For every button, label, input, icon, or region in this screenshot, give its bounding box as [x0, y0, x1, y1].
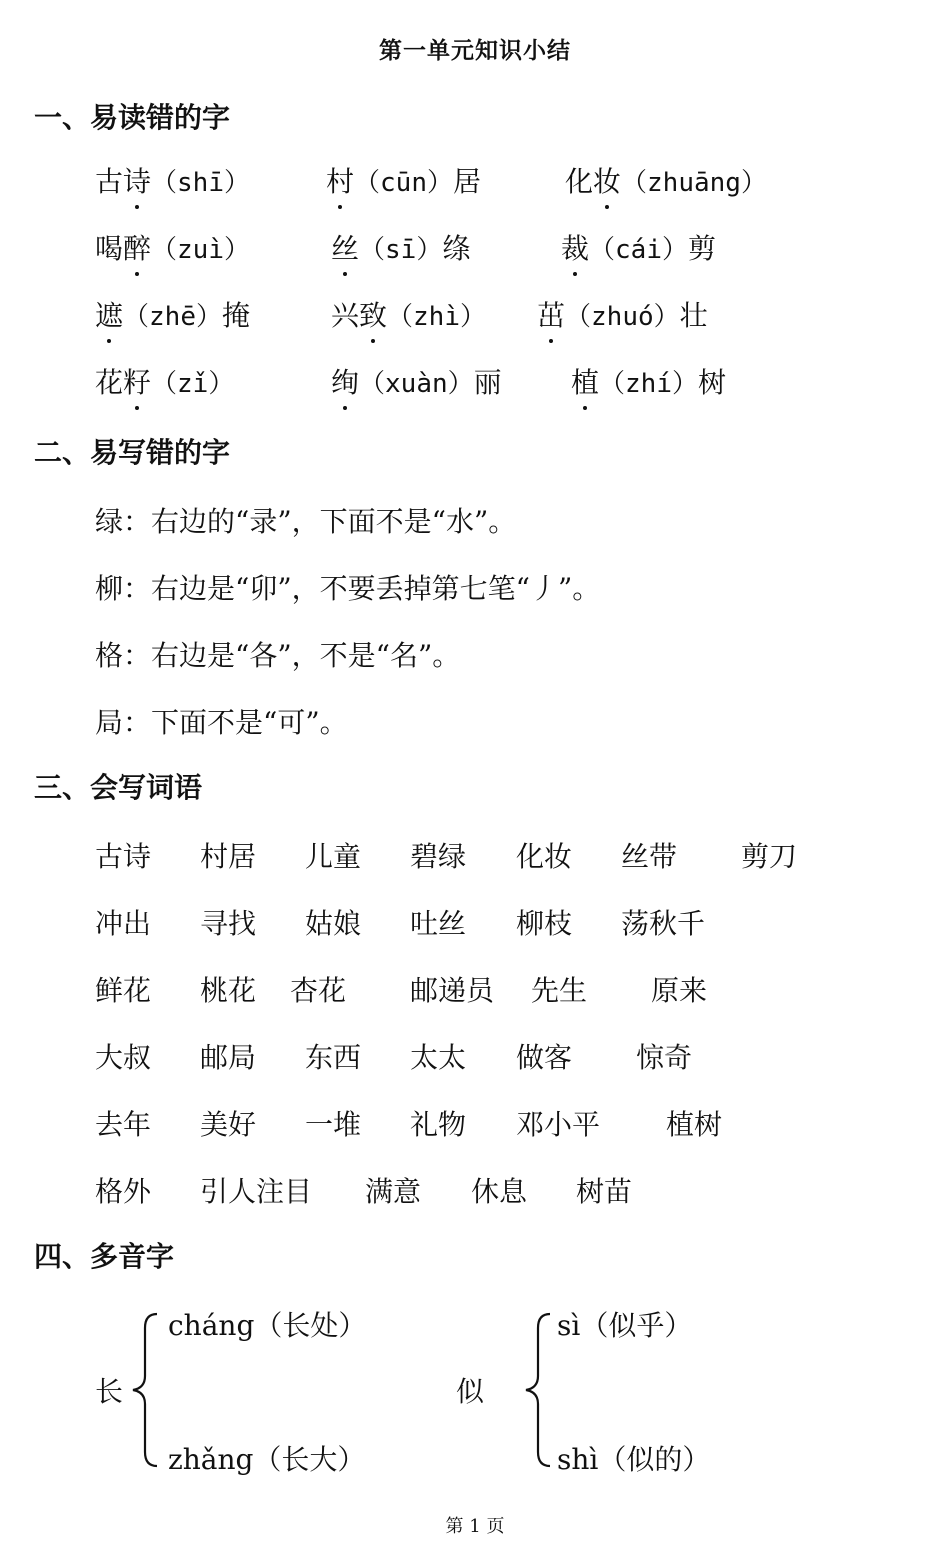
- vocab-word: 惊奇: [636, 1041, 693, 1074]
- vocab-word: 原来: [651, 974, 708, 1007]
- dotted-char: 茁: [537, 294, 565, 334]
- reading-item: [95, 160, 250, 200]
- reading-item: [95, 361, 234, 401]
- pinyin: （shī）: [151, 168, 250, 198]
- vocab-word: 一堆: [305, 1108, 362, 1141]
- pinyin: （sī）: [359, 235, 443, 265]
- vocab-word: 鲜花: [95, 974, 152, 1007]
- vocab-word: 休息: [471, 1175, 528, 1208]
- vocab-word: 邓小平: [516, 1108, 601, 1141]
- writing-note: 柳：右边是“卯”，不要丢掉第七笔“丿”。: [95, 572, 601, 605]
- vocab-word: 邮局: [200, 1041, 257, 1074]
- vocab-word: 化妆: [516, 840, 573, 873]
- dotted-char: 丝: [331, 227, 359, 267]
- reading-char: 绦: [442, 232, 471, 265]
- vocab-word: 树苗: [576, 1175, 633, 1208]
- reading-item: [331, 227, 470, 267]
- polyphone-reading-bottom: zhǎng（长大）: [168, 1443, 366, 1476]
- vocab-word: 丝带: [621, 840, 678, 873]
- vocab-word: 做客: [516, 1041, 573, 1074]
- dotted-char: 致: [359, 294, 387, 334]
- vocab-word: 先生: [531, 974, 588, 1007]
- polyphone-char: 似: [456, 1375, 485, 1408]
- vocab-word: 桃花: [200, 974, 257, 1007]
- writing-note: 局：下面不是“可”。: [95, 706, 348, 739]
- dotted-char: 醉: [123, 227, 151, 267]
- polyphone-reading-bottom: shì（似的）: [557, 1443, 711, 1476]
- writing-note: 绿：右边的“录”，下面不是“水”。: [95, 505, 517, 538]
- page-title: 第一单元知识小结: [379, 37, 571, 64]
- left-brace-icon: [125, 1308, 161, 1472]
- vocab-word: 杏花: [290, 974, 347, 1007]
- reading-item: [326, 160, 481, 200]
- dotted-char: 裁: [561, 227, 589, 267]
- vocab-word: 太太: [410, 1041, 467, 1074]
- polyphone-reading-top: sì（似乎）: [557, 1309, 693, 1342]
- reading-char: 居: [452, 165, 481, 198]
- reading-char: 花: [95, 366, 124, 399]
- vocab-word: 柳枝: [516, 907, 573, 940]
- dotted-char: 遮: [95, 294, 123, 334]
- reading-item: [331, 361, 502, 401]
- reading-char: 剪: [687, 232, 716, 265]
- reading-item: [537, 294, 708, 334]
- reading-char: 兴: [331, 299, 360, 332]
- section-heading-2: 二、易写错的字: [34, 436, 231, 469]
- pinyin: （zhē）: [123, 302, 222, 332]
- left-brace-icon: [518, 1308, 554, 1472]
- vocab-word: 村居: [200, 840, 257, 873]
- section-heading-4: 四、多音字: [34, 1240, 175, 1273]
- vocab-word: 姑娘: [305, 907, 362, 940]
- reading-item: [331, 294, 486, 334]
- dotted-char: 植: [571, 361, 599, 401]
- vocab-word: 植树: [666, 1108, 723, 1141]
- pinyin: （zǐ）: [151, 369, 235, 399]
- dotted-char: 籽: [123, 361, 151, 401]
- pinyin: （xuàn）: [359, 369, 474, 399]
- vocab-word: 引人注目: [200, 1175, 313, 1208]
- reading-char: 掩: [221, 299, 250, 332]
- vocab-word: 去年: [95, 1108, 152, 1141]
- vocab-word: 吐丝: [410, 907, 467, 940]
- section-heading-3: 三、会写词语: [34, 771, 203, 804]
- pinyin: （cūn）: [354, 168, 453, 198]
- reading-char: 树: [697, 366, 726, 399]
- polyphone-char: 长: [95, 1375, 124, 1408]
- reading-char: 丽: [473, 366, 502, 399]
- pinyin: （zhuó）: [565, 302, 680, 332]
- reading-item: [571, 361, 726, 401]
- reading-item: [565, 160, 767, 200]
- vocab-word: 荡秋千: [621, 907, 706, 940]
- page-number: 第 1 页: [445, 1516, 505, 1537]
- vocab-word: 美好: [200, 1108, 257, 1141]
- vocab-word: 格外: [95, 1175, 152, 1208]
- reading-char: 壮: [679, 299, 708, 332]
- vocab-word: 冲出: [95, 907, 152, 940]
- dotted-char: 妆: [593, 160, 621, 200]
- vocab-word: 剪刀: [741, 840, 798, 873]
- vocab-word: 东西: [305, 1041, 362, 1074]
- reading-char: 化: [565, 165, 594, 198]
- vocab-word: 寻找: [200, 907, 257, 940]
- vocab-word: 大叔: [95, 1041, 152, 1074]
- reading-item: [95, 294, 250, 334]
- reading-char: 古: [95, 165, 124, 198]
- vocab-word: 古诗: [95, 840, 152, 873]
- pinyin: （zhuāng）: [621, 168, 767, 198]
- dotted-char: 村: [326, 160, 354, 200]
- writing-note: 格：右边是“各”，不是“名”。: [95, 639, 461, 672]
- vocab-word: 邮递员: [410, 974, 495, 1007]
- vocab-word: 满意: [365, 1175, 422, 1208]
- vocab-word: 儿童: [305, 840, 362, 873]
- reading-item: [95, 227, 250, 267]
- pinyin: （zhì）: [387, 302, 486, 332]
- pinyin: （cái）: [589, 235, 688, 265]
- vocab-word: 碧绿: [410, 840, 467, 873]
- dotted-char: 诗: [123, 160, 151, 200]
- reading-char: 喝: [95, 232, 124, 265]
- reading-item: [561, 227, 716, 267]
- vocab-word: 礼物: [410, 1108, 467, 1141]
- pinyin: （zuì）: [151, 235, 250, 265]
- polyphone-reading-top: cháng（长处）: [168, 1309, 367, 1342]
- pinyin: （zhí）: [599, 369, 698, 399]
- section-heading-1: 一、易读错的字: [34, 101, 231, 134]
- dotted-char: 绚: [331, 361, 359, 401]
